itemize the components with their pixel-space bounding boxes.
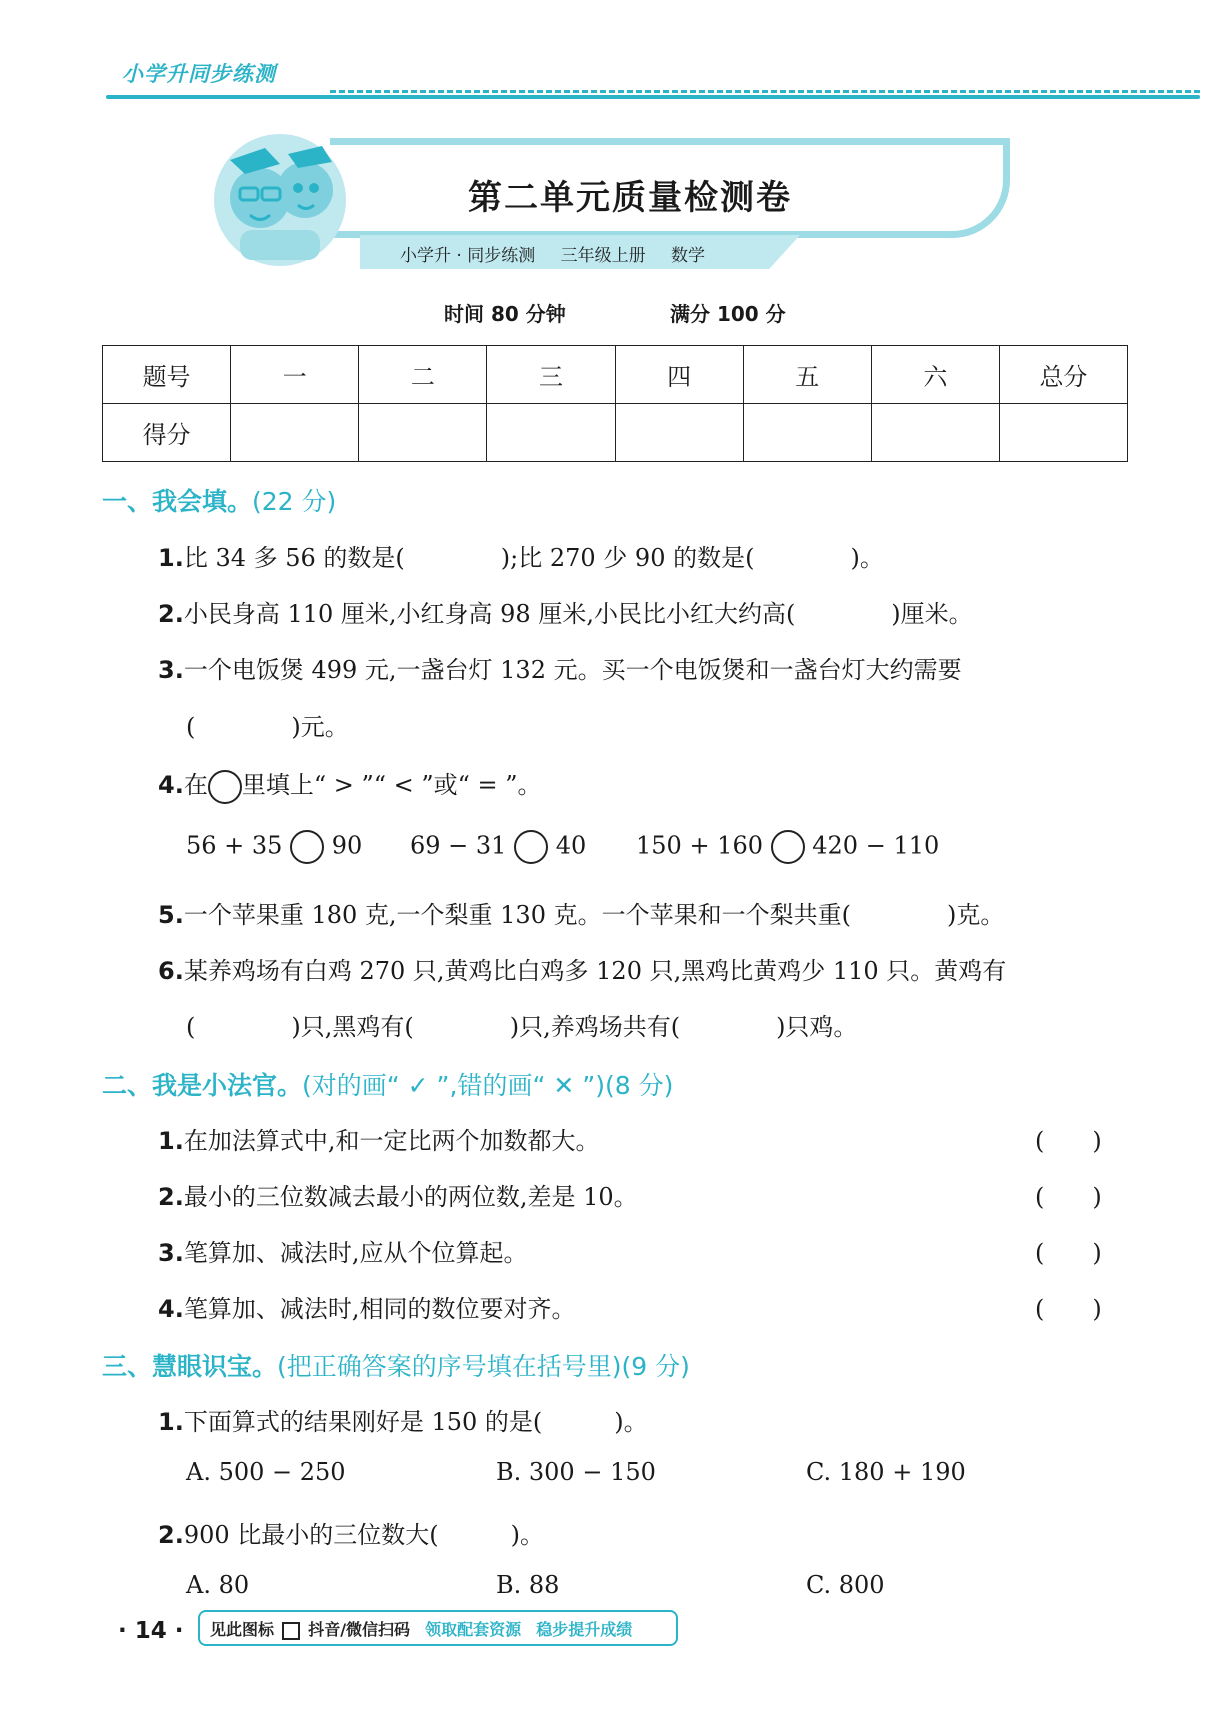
- choice-option-c: C. 800: [806, 1571, 885, 1599]
- compare-circle-input[interactable]: [290, 830, 324, 864]
- compare-item-3: [636, 830, 939, 864]
- judge-answer-blank[interactable]: ( ): [1035, 1295, 1102, 1323]
- footer-resource-text: 领取配套资源: [425, 1620, 522, 1639]
- score-input-cell[interactable]: [999, 404, 1127, 462]
- footer-improve-text: 稳步提升成绩: [536, 1620, 633, 1639]
- score-table: [102, 345, 1128, 462]
- compare-circle-input[interactable]: [514, 830, 548, 864]
- question-number: 5.: [158, 901, 184, 929]
- question-number: 3.: [158, 1239, 184, 1267]
- question-number: 1.: [158, 1127, 184, 1155]
- judge-item-4: [158, 1289, 575, 1324]
- question-1-3: [158, 650, 962, 685]
- subtitle-series: 小学升 · 同步练测: [400, 246, 536, 266]
- compare-item-2: [410, 830, 586, 864]
- section-2-note: (对的画“ ✓ ”,错的画“ ✕ ”)(8 分): [302, 1071, 674, 1100]
- question-1-2: [158, 594, 973, 629]
- question-text: 笔算加、减法时,相同的数位要对齐。: [183, 1295, 576, 1323]
- question-number: 4.: [158, 1295, 184, 1323]
- blank-circle-icon: [208, 770, 242, 804]
- section-2-title: 二、我是小法官。: [102, 1071, 303, 1100]
- full-score: 满分 100 分: [670, 302, 786, 326]
- choice-option-c: C. 180 + 190: [806, 1458, 966, 1486]
- compare-circle-input[interactable]: [771, 830, 805, 864]
- compare-item-1: [186, 830, 362, 864]
- header-rule: [106, 95, 1200, 99]
- choice-option-a: A. 80: [186, 1571, 250, 1599]
- judge-answer-blank[interactable]: ( ): [1035, 1183, 1102, 1211]
- footer-label: 见此图标: [210, 1620, 275, 1639]
- score-input-cell[interactable]: [615, 404, 743, 462]
- brand-logo-text: 小学升同步练测: [122, 62, 276, 86]
- judge-item-3: [158, 1233, 527, 1268]
- compare-left: 56 + 35: [186, 831, 283, 860]
- footer-scan-text: 抖音/微信扫码: [308, 1620, 411, 1639]
- score-input-cell[interactable]: [743, 404, 871, 462]
- section-2-heading: [102, 1066, 673, 1102]
- score-table-cell: 总分: [999, 346, 1127, 404]
- header-dashed-line: [330, 90, 1200, 93]
- question-text: 最小的三位数减去最小的两位数,差是 10。: [183, 1183, 638, 1211]
- question-number: 2.: [158, 1521, 184, 1549]
- section-1-heading: [102, 482, 336, 518]
- score-table-cell: 五: [743, 346, 871, 404]
- scan-icon: [282, 1622, 300, 1640]
- choice-option-b: B. 300 − 150: [496, 1458, 656, 1486]
- score-input-cell[interactable]: [487, 404, 615, 462]
- question-1-6-continued: ( )只,黑鸡有( )只,养鸡场共有( )只鸡。: [186, 1013, 858, 1041]
- question-number: 4.: [158, 771, 184, 799]
- page-title: 第二单元质量检测卷: [468, 178, 792, 218]
- question-text: 在: [183, 771, 208, 799]
- score-table-cell: 三: [487, 346, 615, 404]
- question-text: 一个苹果重 180 克,一个梨重 130 克。一个苹果和一个梨共重( )克。: [183, 901, 1005, 929]
- page-number: · 14 ·: [118, 1618, 184, 1644]
- question-1-6: [158, 951, 1006, 986]
- choice-question-1: [158, 1402, 648, 1437]
- compare-right: 40: [555, 831, 587, 860]
- question-text: 小民身高 110 厘米,小红身高 98 厘米,小民比小红大约高( )厘米。: [183, 600, 973, 628]
- question-number: 2.: [158, 600, 184, 628]
- subtitle-grade: 三年级上册: [560, 246, 646, 266]
- section-1-note: (22 分): [252, 487, 337, 516]
- compare-right: 90: [331, 831, 363, 860]
- question-text: 里填上“ > ”“ < ”或“ = ”。: [241, 771, 542, 799]
- score-input-cell[interactable]: [871, 404, 999, 462]
- question-number: 3.: [158, 656, 184, 684]
- subtitle: [400, 241, 725, 266]
- judge-answer-blank[interactable]: ( ): [1035, 1127, 1102, 1155]
- question-number: 1.: [158, 544, 184, 572]
- question-text: 一个电饭煲 499 元,一盏台灯 132 元。买一个电饭煲和一盏台灯大约需要: [183, 656, 962, 684]
- compare-left: 150 + 160: [636, 831, 763, 860]
- mascot-kids-illustration: [210, 130, 350, 270]
- score-table-cell: 四: [615, 346, 743, 404]
- section-1-title: 一、我会填。: [102, 487, 253, 516]
- footer-text: [210, 1617, 632, 1640]
- score-input-cell[interactable]: [359, 404, 487, 462]
- question-1-1: [158, 538, 884, 573]
- question-text: 900 比最小的三位数大( )。: [183, 1521, 544, 1549]
- score-table-cell: 二: [359, 346, 487, 404]
- score-table-header-row: [103, 346, 1128, 404]
- judge-item-1: [158, 1121, 599, 1156]
- question-number: 1.: [158, 1408, 184, 1436]
- score-table-score-row: [103, 404, 1128, 462]
- question-1-5: [158, 895, 1004, 930]
- section-3-heading: [102, 1347, 690, 1383]
- choice-option-b: B. 88: [496, 1571, 560, 1599]
- compare-left: 69 − 31: [410, 831, 507, 860]
- question-text: 下面算式的结果刚好是 150 的是( )。: [183, 1408, 648, 1436]
- judge-answer-blank[interactable]: ( ): [1035, 1239, 1102, 1267]
- question-text: 某养鸡场有白鸡 270 只,黄鸡比白鸡多 120 只,黑鸡比黄鸡少 110 只。黄鸡有: [183, 957, 1007, 985]
- score-table-cell: 一: [231, 346, 359, 404]
- judge-item-2: [158, 1177, 638, 1212]
- subtitle-subject: 数学: [671, 246, 706, 266]
- section-3-title: 三、慧眼识宝。: [102, 1352, 278, 1381]
- question-text: 在加法算式中,和一定比两个加数都大。: [183, 1127, 600, 1155]
- exam-time: 时间 80 分钟: [444, 302, 566, 326]
- question-text: 比 34 多 56 的数是( );比 270 少 90 的数是( )。: [183, 544, 884, 572]
- question-number: 6.: [158, 957, 184, 985]
- score-table-cell: 题号: [103, 346, 231, 404]
- question-1-3-continued: ( )元。: [186, 713, 349, 741]
- question-1-4: [158, 765, 542, 804]
- choice-option-a: A. 500 − 250: [186, 1458, 346, 1486]
- question-number: 2.: [158, 1183, 184, 1211]
- score-table-cell: 得分: [103, 404, 231, 462]
- choice-question-2: [158, 1515, 544, 1550]
- score-input-cell[interactable]: [231, 404, 359, 462]
- section-3-note: (把正确答案的序号填在括号里)(9 分): [277, 1352, 690, 1381]
- compare-right: 420 − 110: [812, 831, 940, 860]
- score-table-cell: 六: [871, 346, 999, 404]
- question-text: 笔算加、减法时,应从个位算起。: [183, 1239, 528, 1267]
